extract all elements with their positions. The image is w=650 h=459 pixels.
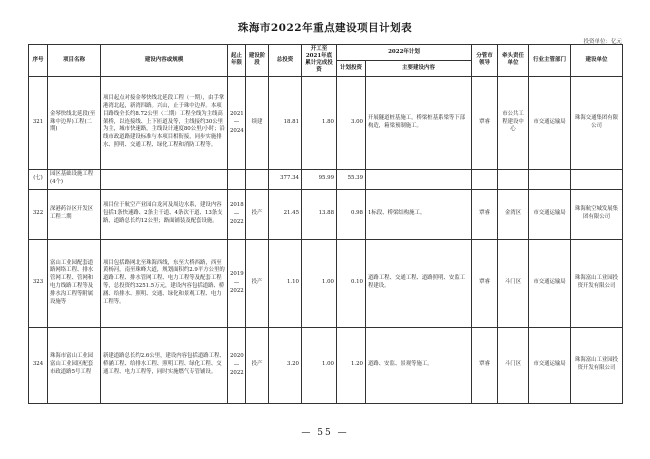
year-start: 2019 bbox=[230, 271, 244, 278]
cell-total: 1.10 bbox=[269, 239, 302, 327]
cell-cumulative: 1.00 bbox=[302, 327, 337, 403]
cell-seq: (七) bbox=[29, 169, 48, 189]
cell-scale: 项目位于航空产业园白龙河及周边水系，建设内容包括1条快速路、2条主干道、4条次干道、13条支路，道路总长约12公里；路面铺装及配套设施。 bbox=[101, 189, 228, 239]
cell-plan: 1.20 bbox=[337, 327, 366, 403]
cell-builder bbox=[571, 169, 623, 189]
cell-cumulative: 1.00 bbox=[302, 239, 337, 327]
header-row-1 bbox=[29, 45, 623, 61]
header-plan-investment: 计划投资 bbox=[337, 60, 366, 76]
cell-district bbox=[472, 169, 498, 189]
year-start: 2020 bbox=[230, 353, 244, 360]
header-builder: 建设单位 bbox=[571, 45, 623, 77]
table-row bbox=[29, 239, 623, 327]
cell-builder: 珠海航空城发展集团有限公司 bbox=[571, 189, 623, 239]
cell-authority: 市交通运输局 bbox=[529, 189, 571, 239]
cell-district: 覃睿 bbox=[472, 239, 498, 327]
header-plan-content: 主要建设内容 bbox=[366, 60, 472, 76]
cell-plan: 0.10 bbox=[337, 239, 366, 327]
cell-seq: 322 bbox=[29, 189, 48, 239]
header-lead-unit: 牵头责任单位 bbox=[498, 45, 529, 77]
cell-name: 深港药谷区开发区工程二期 bbox=[48, 189, 101, 239]
header-seq: 序号 bbox=[29, 45, 48, 77]
page-number: — 55 — bbox=[301, 428, 349, 438]
cell-name: 富山工业园配套道路网络工程、排水管网工程、管网和电力线路工程等及排水沟工程等附属设施等 bbox=[48, 239, 101, 327]
cell-authority: 市交通运输局 bbox=[529, 76, 571, 169]
cell-lead: 市公共工程建设中心 bbox=[498, 76, 529, 169]
cell-stage bbox=[246, 169, 269, 189]
header-plan-group: 2022年计划 bbox=[337, 45, 472, 61]
cell-district: 覃睿 bbox=[472, 189, 498, 239]
cell-lead: 斗门区 bbox=[498, 327, 529, 403]
cell-content: 道路、安监、景观等施工。 bbox=[366, 327, 472, 403]
cell-seq: 323 bbox=[29, 239, 48, 327]
cell-seq: 324 bbox=[29, 327, 48, 403]
cell-total: 3.20 bbox=[269, 327, 302, 403]
cell-plan: 3.00 bbox=[337, 76, 366, 169]
table-row bbox=[29, 189, 623, 239]
header-authority: 行业主管部门 bbox=[529, 45, 571, 77]
table-row-group bbox=[29, 169, 623, 189]
year-end: 2024 bbox=[230, 127, 244, 134]
cell-years bbox=[228, 327, 246, 403]
cell-total: 21.45 bbox=[269, 189, 302, 239]
year-end: 2022 bbox=[230, 219, 244, 226]
table-row bbox=[29, 76, 623, 169]
header-years: 起止年限 bbox=[228, 45, 246, 77]
cell-cumulative: 13.88 bbox=[302, 189, 337, 239]
cell-stage: 投产 bbox=[246, 239, 269, 327]
cell-scale: 项目包括路网北至珠海西线，东至大桥西路，西至黄杨河，南至珠峰大道，规划面积约2.9平方公里的道路工程、排水管网工程、电力工程等及配套工程等，总投资约3251.5万元，建设内容包括道路、桥涵、给排水、照明、交通、绿化和景观工程、电力工程等。 bbox=[101, 239, 228, 327]
cell-content: 1标段、桥梁结构施工。 bbox=[366, 189, 472, 239]
cell-scale bbox=[101, 169, 228, 189]
year-separator: — bbox=[233, 279, 240, 286]
cell-years bbox=[228, 169, 246, 189]
cell-cumulative: 1.80 bbox=[302, 76, 337, 169]
year-separator: — bbox=[233, 361, 240, 368]
year-start: 2021 bbox=[230, 110, 244, 117]
cell-district: 覃睿 bbox=[472, 76, 498, 169]
cell-content: 道路工程、交通工程、道路照明、安监工程建设。 bbox=[366, 239, 472, 327]
year-start: 2018 bbox=[230, 202, 244, 209]
cell-stage: 投产 bbox=[246, 189, 269, 239]
year-end: 2022 bbox=[230, 288, 244, 295]
cell-district: 覃睿 bbox=[472, 327, 498, 403]
cell-stage: 续建 bbox=[246, 76, 269, 169]
project-plan-table bbox=[28, 44, 623, 404]
page-title: 珠海市2022年重点建设项目计划表 bbox=[237, 22, 413, 34]
year-separator: — bbox=[233, 119, 240, 126]
cell-years bbox=[228, 76, 246, 169]
header-stage: 建设阶段 bbox=[246, 45, 269, 77]
cell-name: 珠海市富山工业园富山工业园区配套市政道路5号工程 bbox=[48, 327, 101, 403]
cell-lead: 金湾区 bbox=[498, 189, 529, 239]
cell-scale: 新建道路总长约2.6公里，建设内容包括道路工程、桥涵工程、给排水工程、照明工程、绿化工程、交通工程、电力工程等，同时实施燃气专管铺设。 bbox=[101, 327, 228, 403]
header-cumulative: 开工至2021年底累计完成投资 bbox=[302, 45, 337, 77]
cell-authority bbox=[529, 169, 571, 189]
cell-cumulative: 95.99 bbox=[302, 169, 337, 189]
year-end: 2022 bbox=[230, 370, 244, 377]
header-district: 分管市领导 bbox=[472, 45, 498, 77]
cell-plan: 0.98 bbox=[337, 189, 366, 239]
cell-scale: 项目起点对接金琴快线北延段工程（一期），由手掌港湾北起，新湾四路。兴山，止于珠中边界。本项目路线全长约8.72公里（二期）工程全线为主线高架桥，以连接线、上下匝道及等，主线接约30公里为主，城市快速路，主线设计速度80公里/小时；沿线市政道路建设标准与本项目相衔接，同步实施排水、照明、交通工程、绿化工程和消防工程等。 bbox=[101, 76, 228, 169]
cell-years bbox=[228, 239, 246, 327]
cell-name: 园区基础设施工程(4个) bbox=[48, 169, 101, 189]
cell-plan: 55.39 bbox=[337, 169, 366, 189]
cell-lead: 斗门区 bbox=[498, 239, 529, 327]
cell-authority: 市交通运输局 bbox=[529, 239, 571, 327]
cell-content: 开展隧道桩基施工，桥梁桩基系梁等下部构造，箱梁预制施工。 bbox=[366, 76, 472, 169]
cell-authority: 市交通运输局 bbox=[529, 327, 571, 403]
header-total: 总投资 bbox=[269, 45, 302, 77]
cell-total: 18.81 bbox=[269, 76, 302, 169]
cell-seq: 321 bbox=[29, 76, 48, 169]
cell-content bbox=[366, 169, 472, 189]
cell-years bbox=[228, 189, 246, 239]
cell-name: 金琴快线北延段(至珠中边界)工程(二期) bbox=[48, 76, 101, 169]
table-row bbox=[29, 327, 623, 403]
year-separator: — bbox=[233, 210, 240, 217]
header-scale: 建设内容或规模 bbox=[101, 45, 228, 77]
cell-builder: 珠海富山工业园投资开发有限公司 bbox=[571, 239, 623, 327]
cell-builder: 珠海交通集团有限公司 bbox=[571, 76, 623, 169]
investment-unit-label: 投资单位：亿元 bbox=[583, 39, 622, 45]
cell-lead bbox=[498, 169, 529, 189]
cell-builder: 珠海富山工业园投资开发有限公司 bbox=[571, 327, 623, 403]
cell-stage: 投产 bbox=[246, 327, 269, 403]
header-name: 项目名称 bbox=[48, 45, 101, 77]
cell-total: 377.34 bbox=[269, 169, 302, 189]
